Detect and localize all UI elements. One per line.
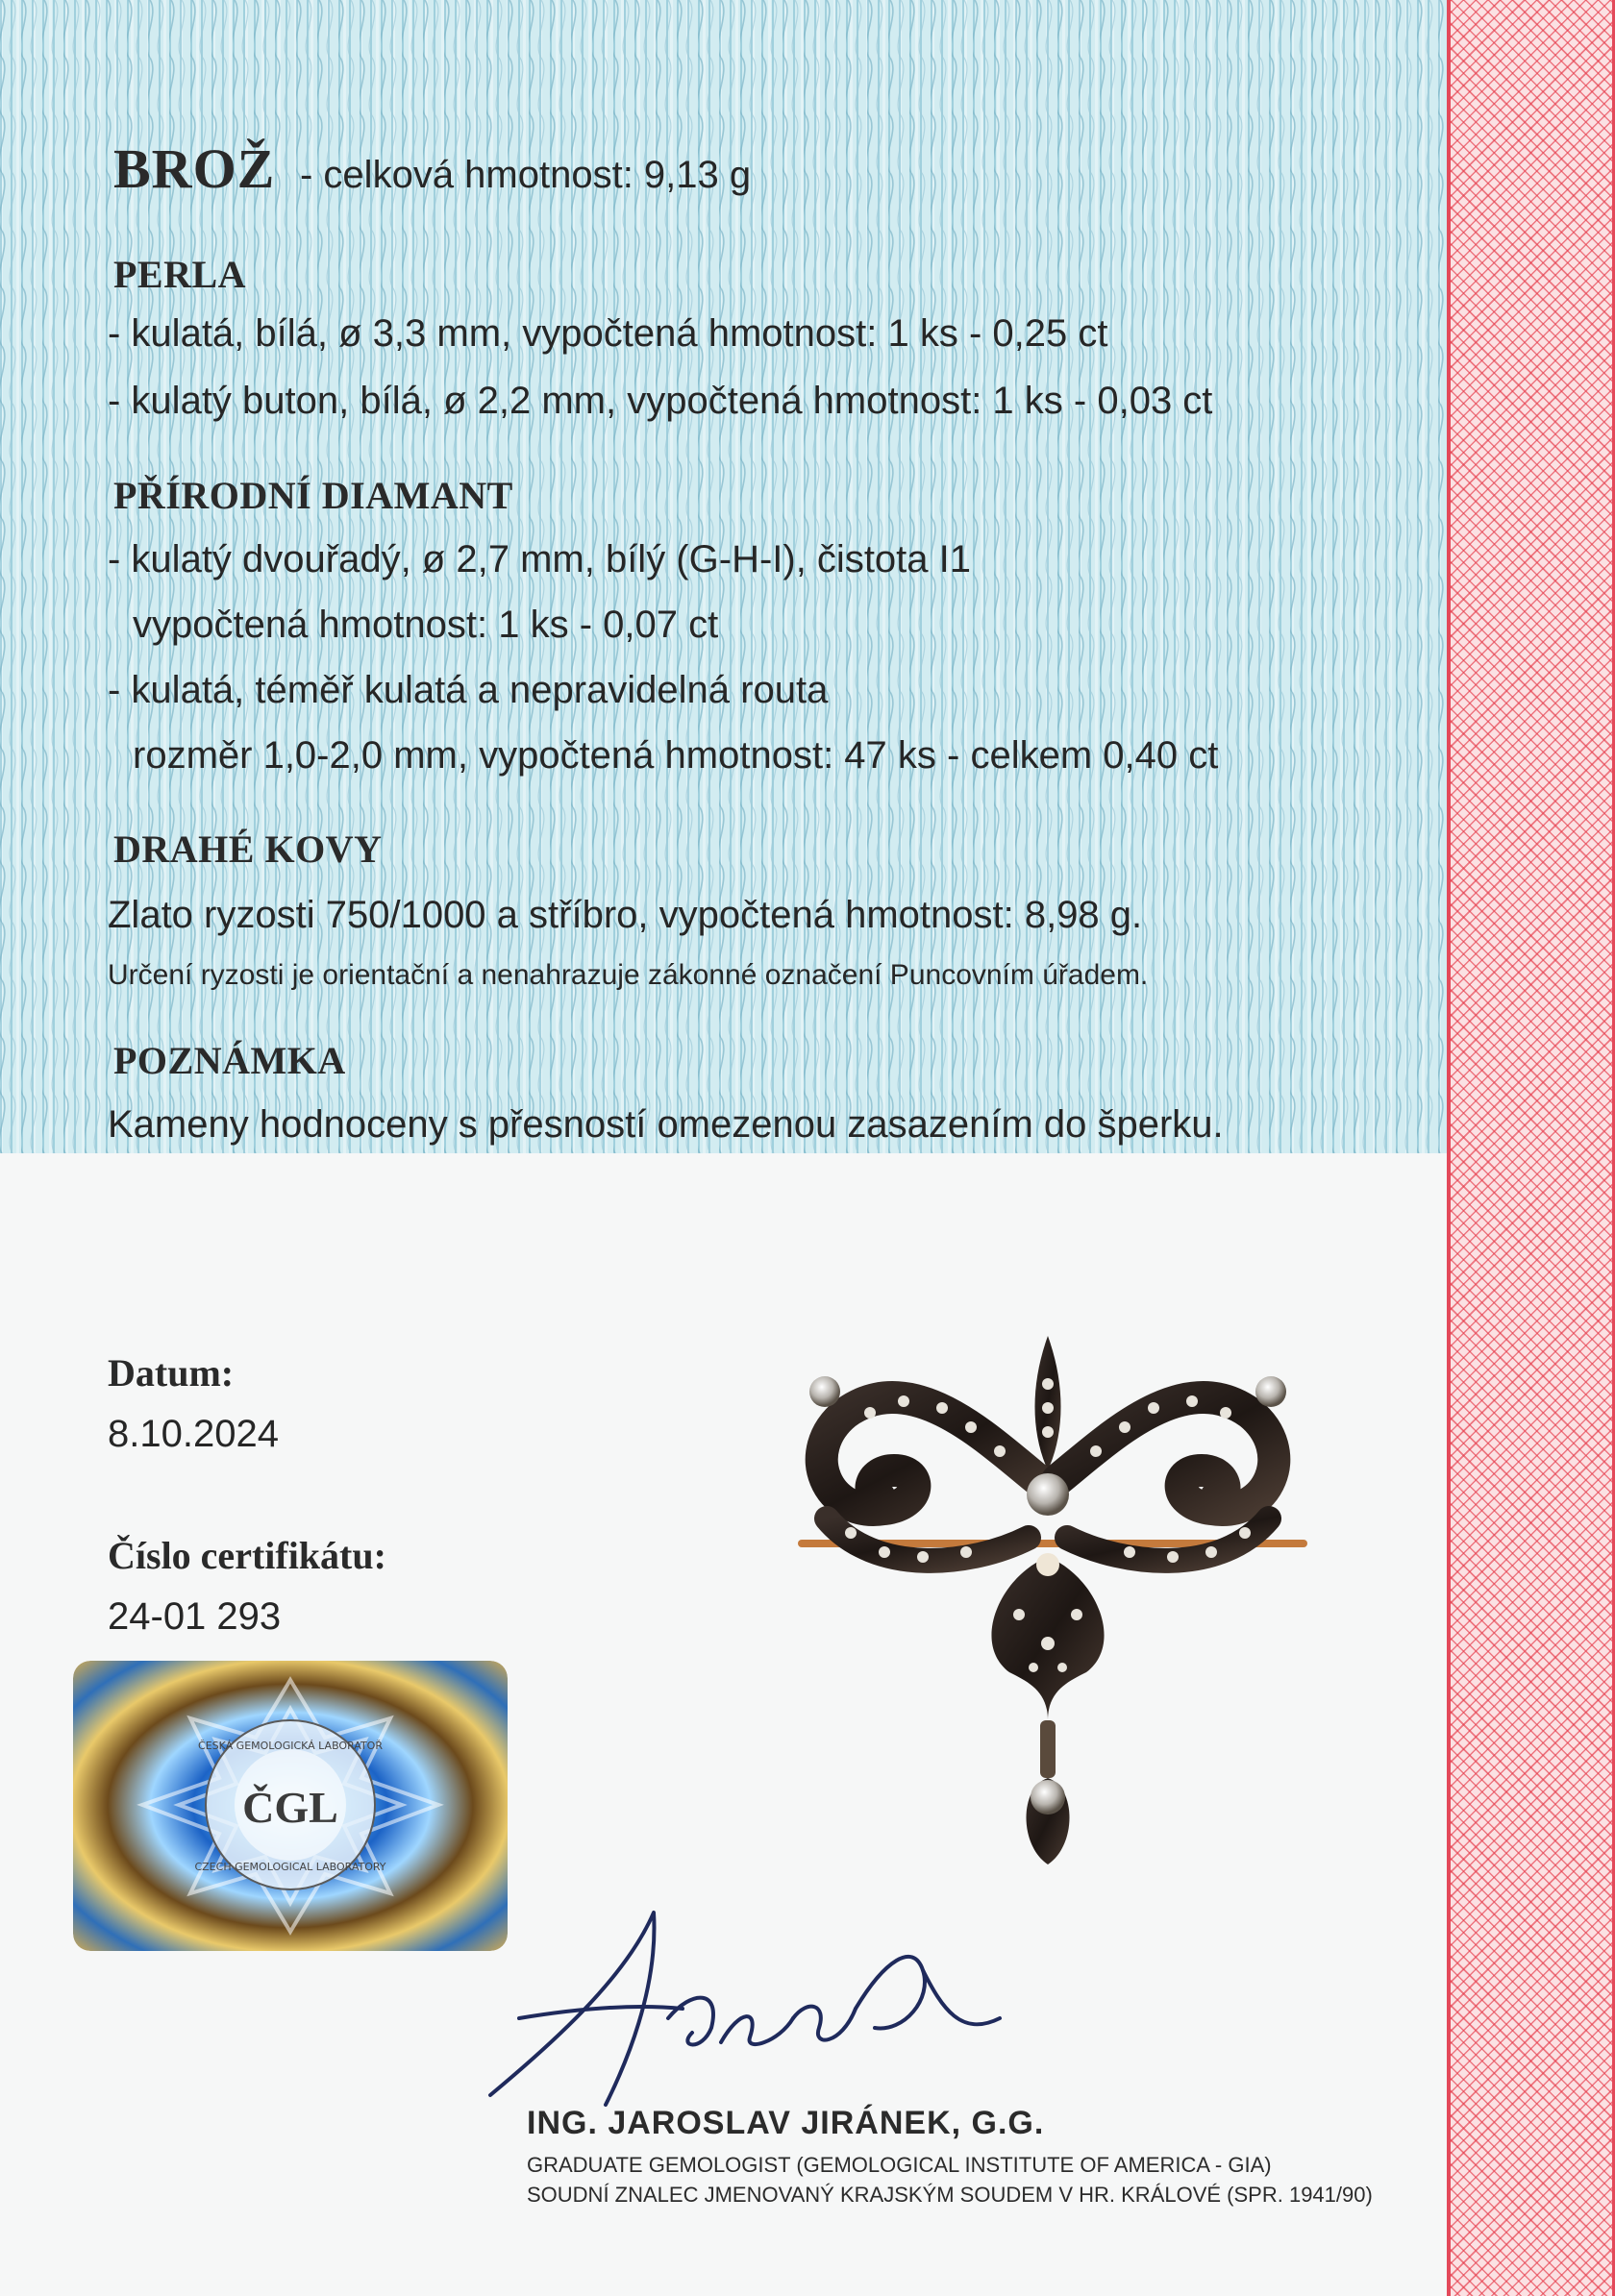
remark-line: Kameny hodnoceny s přesností omezenou zasazením do šperku.: [108, 1103, 1224, 1146]
heading-remark: POZNÁMKA: [113, 1039, 346, 1082]
hologram-graphic: [73, 1661, 508, 1951]
date-label: Datum:: [108, 1351, 235, 1395]
metals-note: Určení ryzosti je orientační a nenahrazuje zákonné označení Puncovním úřadem.: [108, 959, 1149, 991]
signer-credential-2: SOUDNÍ ZNALEC JMENOVANÝ KRAJSKÝM SOUDEM V HR. KRÁLOVÉ (SPR. 1941/90): [527, 2183, 1373, 2207]
pearl-line-1: - kulatá, bílá, ø 3,3 mm, vypočtená hmotnost: 1 ks - 0,25 ct: [108, 312, 1108, 355]
heading-pearl: PERLA: [113, 253, 247, 296]
svg-text:CZECH GEMOLOGICAL LABORATORY: CZECH GEMOLOGICAL LABORATORY: [194, 1861, 386, 1873]
metals-line: Zlato ryzosti 750/1000 a stříbro, vypočtená hmotnost: 8,98 g.: [108, 894, 1143, 936]
diamond-line-2: vypočtená hmotnost: 1 ks - 0,07 ct: [133, 604, 719, 646]
heading-diamond: PŘÍRODNÍ DIAMANT: [113, 474, 513, 517]
signer-credential-1: GRADUATE GEMOLOGIST (GEMOLOGICAL INSTITUTE OF AMERICA - GIA): [527, 2153, 1272, 2177]
heading-metals: DRAHÉ KOVY: [113, 827, 383, 871]
cgl-hologram-badge: [73, 1661, 508, 1951]
signer-name: ING. JAROSLAV JIRÁNEK, G.G.: [527, 2105, 1045, 2141]
date-value: 8.10.2024: [108, 1413, 279, 1455]
item-title: BROŽ: [113, 137, 276, 200]
certificate-number-label: Číslo certifikátu:: [108, 1534, 386, 1577]
diamond-line-1: - kulatý dvouřadý, ø 2,7 mm, bílý (G-H-I), čistota I1: [108, 538, 972, 580]
certificate-number-value: 24-01 293: [108, 1595, 282, 1638]
pearl-line-2: - kulatý buton, bílá, ø 2,2 mm, vypočtená hmotnost: 1 ks - 0,03 ct: [108, 380, 1213, 422]
diamond-line-3: - kulatá, téměř kulatá a nepravidelná routa: [108, 669, 829, 711]
security-band-red: [1447, 0, 1615, 2296]
svg-text:ČESKÁ GEMOLOGICKÁ LABORATOŘ: ČESKÁ GEMOLOGICKÁ LABORATOŘ: [198, 1740, 383, 1752]
diamond-line-4: rozměr 1,0-2,0 mm, vypočtená hmotnost: 47 ks - celkem 0,40 ct: [133, 734, 1219, 777]
brooch-photo: [759, 1326, 1336, 1913]
handwritten-signature: [461, 1874, 1057, 2134]
total-weight: - celková hmotnost: 9,13 g: [300, 154, 752, 196]
cgl-logo-text: ČGL: [242, 1783, 338, 1832]
